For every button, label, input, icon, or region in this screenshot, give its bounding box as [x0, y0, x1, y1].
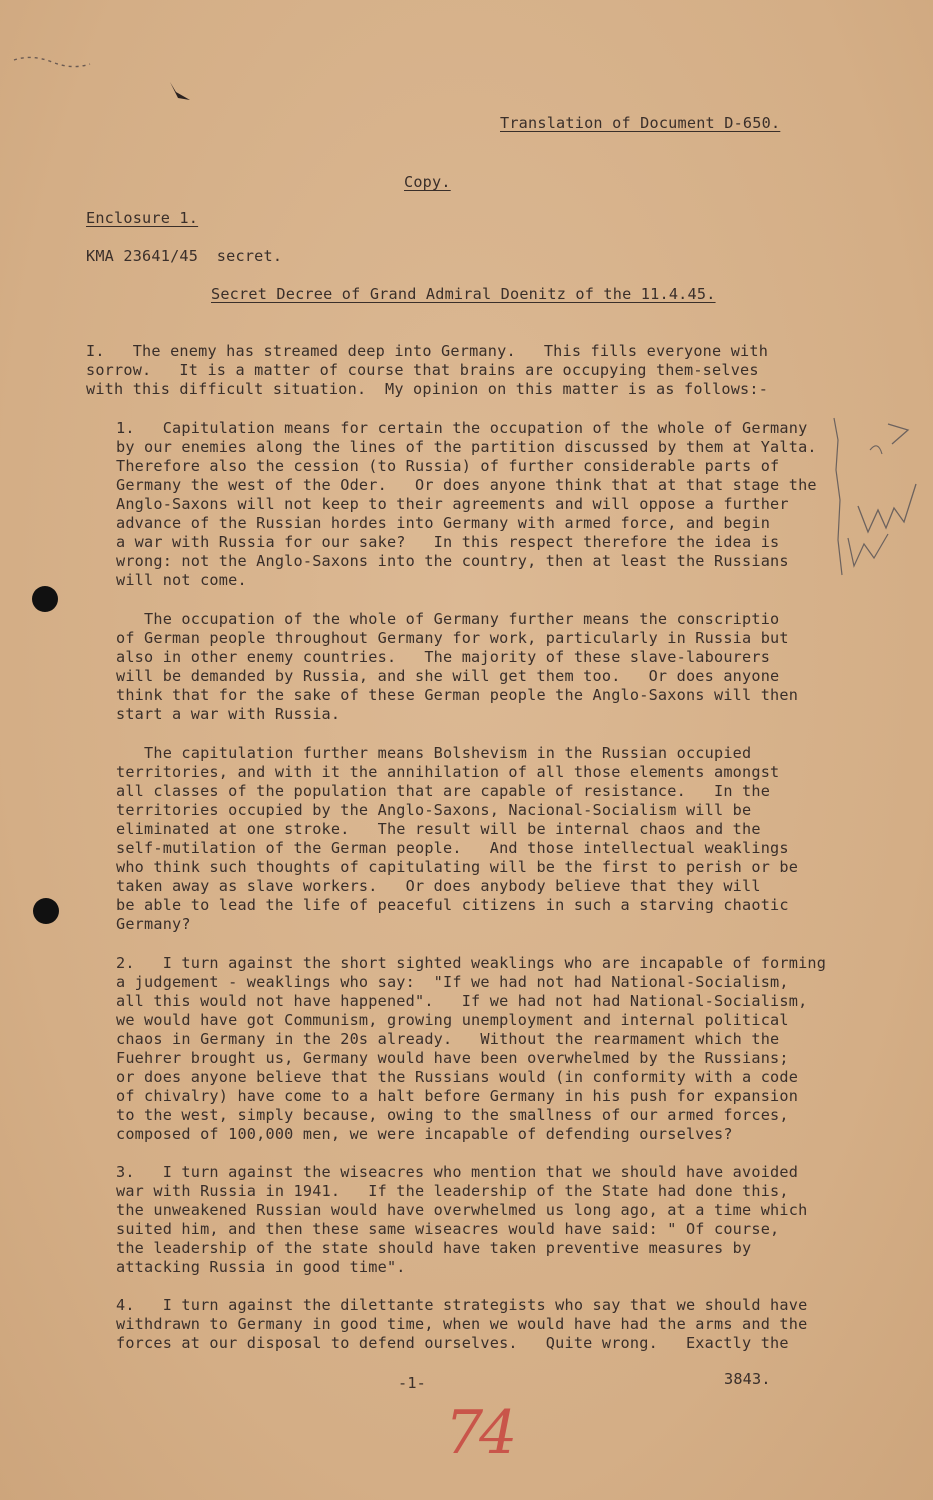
text-line: will be demanded by Russia, and she will get them too. Or does anyone [116, 667, 780, 685]
text-line: Anglo-Saxons will not keep to their agreements and will oppose a further [116, 495, 789, 513]
text-line: a war with Russia for our sake? In this respect therefore the idea is [116, 533, 780, 551]
text-line: start a war with Russia. [116, 705, 341, 723]
text-line: wrong: not the Anglo-Saxons into the country, then at least the Russians [116, 552, 789, 570]
text-line: Therefore also the cession (to Russia) of further considerable parts of [116, 457, 780, 475]
text-line: who think such thoughts of capitulating will be the first to perish or be [116, 858, 799, 876]
ink-mark [166, 78, 192, 104]
text-line: the unweakened Russian would have overwhelmed us long ago, at a time which [116, 1201, 808, 1219]
corner-mark [12, 52, 92, 72]
text-line: 1. Capitulation means for certain the occupation of the whole of Germany [116, 419, 808, 437]
text-line: Germany the west of the Oder. Or does anyone think that at that stage the [116, 476, 817, 494]
document-title: Secret Decree of Grand Admiral Doenitz of the 11.4.45. [211, 285, 716, 303]
text-line: territories occupied by the Anglo-Saxons, Nacional-Socialism will be [116, 801, 752, 819]
document-number: 3843. [724, 1370, 771, 1388]
text-line: composed of 100,000 men, we were incapable of defending ourselves? [116, 1125, 733, 1143]
text-line: forces at our disposal to defend ourselves. Quite wrong. Exactly the [116, 1334, 789, 1352]
margin-bracket-mark [828, 410, 928, 580]
text-line: of chivalry) have come to a halt before Germany in his push for expansion [116, 1087, 799, 1105]
handwritten-number: 74 [445, 1398, 514, 1468]
copy-label: Copy. [404, 173, 451, 191]
translation-reference: Translation of Document D-650. [500, 114, 781, 132]
text-line: all this would not have happened". If we had not had National-Socialism, [116, 992, 808, 1010]
text-line: war with Russia in 1941. If the leadership of the State had done this, [116, 1182, 789, 1200]
text-line: by our enemies along the lines of the partition discussed by them at Yalta. [116, 438, 817, 456]
text-line: all classes of the population that are capable of resistance. In the [116, 782, 771, 800]
text-line: The occupation of the whole of Germany further means the conscriptio [116, 610, 780, 628]
text-line: I. The enemy has streamed deep into Germany. This fills everyone with [86, 342, 769, 360]
page-number: -1- [398, 1374, 427, 1392]
text-line: advance of the Russian hordes into Germany with armed force, and begin [116, 514, 771, 532]
text-line: self-mutilation of the German people. And those intellectual weaklings [116, 839, 789, 857]
text-line: a judgement - weaklings who say: "If we had not had National-Socialism, [116, 973, 789, 991]
text-line: be able to lead the life of peaceful citizens in such a starving chaotic [116, 896, 789, 914]
reference-number: KMA 23641/45 secret. [86, 247, 283, 265]
text-line: 4. I turn against the dilettante strategists who say that we should have [116, 1296, 808, 1314]
text-line: eliminated at one stroke. The result will be internal chaos and the [116, 820, 761, 838]
text-line: Fuehrer brought us, Germany would have been overwhelmed by the Russians; [116, 1049, 789, 1067]
text-line: Germany? [116, 915, 191, 933]
text-line: sorrow. It is a matter of course that brains are occupying them-selves [86, 361, 759, 379]
punch-hole [32, 586, 58, 612]
punch-hole [33, 898, 59, 924]
text-line: The capitulation further means Bolshevism in the Russian occupied [116, 744, 752, 762]
text-line: attacking Russia in good time". [116, 1258, 406, 1276]
text-line: 3. I turn against the wiseacres who mention that we should have avoided [116, 1163, 799, 1181]
text-line: the leadership of the state should have taken preventive measures by [116, 1239, 752, 1257]
text-line: will not come. [116, 571, 247, 589]
text-line: to the west, simply because, owing to the smallness of our armed forces, [116, 1106, 789, 1124]
text-line: also in other enemy countries. The majority of these slave-labourers [116, 648, 771, 666]
text-line: chaos in Germany in the 20s already. Without the rearmament which the [116, 1030, 780, 1048]
text-line: think that for the sake of these German people the Anglo-Saxons will then [116, 686, 799, 704]
text-line: suited him, and then these same wiseacres would have said: " Of course, [116, 1220, 780, 1238]
text-line: or does anyone believe that the Russians would (in conformity with a code [116, 1068, 799, 1086]
text-line: taken away as slave workers. Or does anybody believe that they will [116, 877, 761, 895]
text-line: of German people throughout Germany for work, particularly in Russia but [116, 629, 789, 647]
text-line: with this difficult situation. My opinion on this matter is as follows:- [86, 380, 769, 398]
text-line: territories, and with it the annihilation of all those elements amongst [116, 763, 780, 781]
text-line: 2. I turn against the short sighted weaklings who are incapable of forming [116, 954, 827, 972]
enclosure-label: Enclosure 1. [86, 209, 199, 227]
text-line: withdrawn to Germany in good time, when we would have had the arms and the [116, 1315, 808, 1333]
text-line: we would have got Communism, growing unemployment and internal political [116, 1011, 789, 1029]
